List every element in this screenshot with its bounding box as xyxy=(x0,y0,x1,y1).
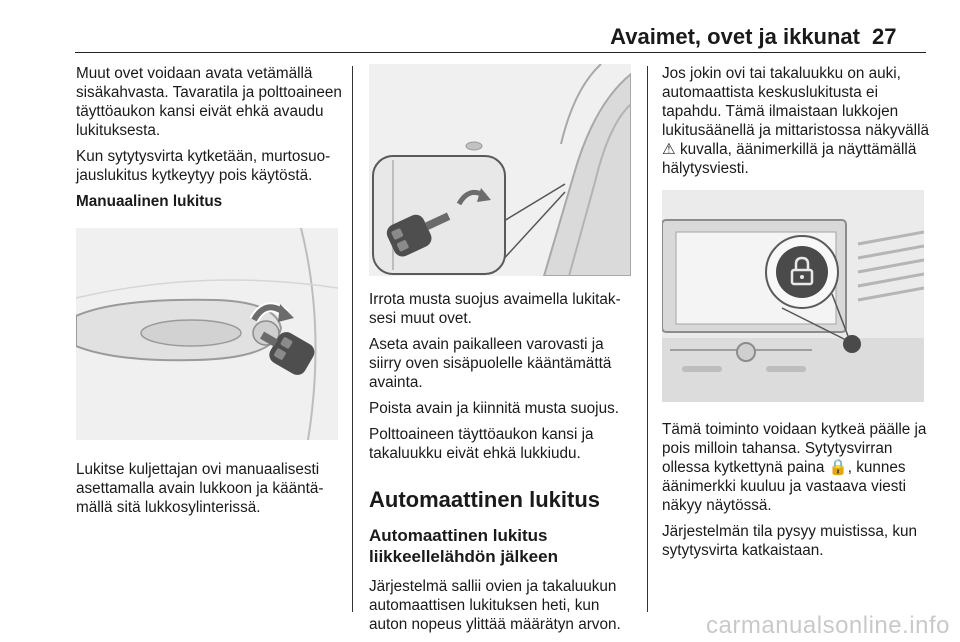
paragraph: Lukitse kuljettajan ovi manuaalisesti asettamalla avain lukkoon ja kääntämällä sitä lukkosylinterissä. xyxy=(76,461,324,516)
key-cap-figure xyxy=(369,64,631,276)
page-title: Avaimet, ovet ja ikkunat xyxy=(610,24,860,49)
paragraph: Tämä toiminto voidaan kytkeä päälle ja pois milloin tahansa. Sytytysvirran ollessa kytkettynä paina 🔒, kunnes äänimerkki kuuluu ja vastaava viesti näkyy näytössä. xyxy=(662,421,927,514)
paragraph: Järjestelmän tila pysyy muistissa, kun sytytysvirta katkaistaan. xyxy=(662,523,918,559)
paragraph: Poista avain ja kiinnitä musta suojus. xyxy=(369,400,619,417)
paragraph: Aseta avain paikalleen varovasti ja siirry oven sisäpuolelle kääntämättä avainta. xyxy=(369,336,612,391)
door-handle-figure xyxy=(76,228,338,440)
column-left xyxy=(76,64,344,524)
page-number: 27 xyxy=(872,24,897,49)
paragraph: Kun sytytysvirta kytketään, murtosuojauslukitus kytkeytyy pois käytöstä. xyxy=(76,148,331,184)
header-rule xyxy=(75,52,926,53)
subheading: Manuaalinen lukitus xyxy=(76,193,223,210)
door-handle-illustration xyxy=(76,228,338,440)
paragraph: Muut ovet voidaan avata vetämällä sisäkahvasta. Tavaratila ja polttoaineen täyttöaukon kansi eivät ehkä avaudu lukituksesta. xyxy=(76,65,342,139)
key-cap-illustration xyxy=(369,64,631,276)
paragraph: Irrota musta suojus avaimella lukitaksesi muut ovet. xyxy=(369,291,621,327)
column-right xyxy=(662,64,932,567)
watermark: carmanualsonline.info xyxy=(706,612,950,639)
column-divider xyxy=(647,66,648,612)
paragraph: Jos jokin ovi tai takaluukku on auki, automaattista keskuslukitusta ei tapahdu. Tämä ilmaistaan lukkojen lukitusäänellä ja mittaristossa näkyvällä ⚠ kuvalla, äänimerkillä ja näyttämällä hälytysviesti. xyxy=(662,65,929,177)
center-console-illustration xyxy=(662,190,924,402)
column-middle xyxy=(369,64,639,641)
paragraph: Järjestelmä sallii ovien ja takaluukun automaattisen lukituksen heti, kun auton nopeus ylittää määrätyn arvon. xyxy=(369,578,621,633)
center-console-figure xyxy=(662,190,924,402)
paragraph: Polttoaineen täyttöaukon kansi ja takaluukku eivät ehkä lukkiudu. xyxy=(369,426,594,462)
section-heading: Automaattinen lukitus xyxy=(369,487,601,512)
subsection-heading: Automaattinen lukitus liikkeellelähdön jälkeen xyxy=(369,526,558,566)
column-divider xyxy=(352,66,353,612)
